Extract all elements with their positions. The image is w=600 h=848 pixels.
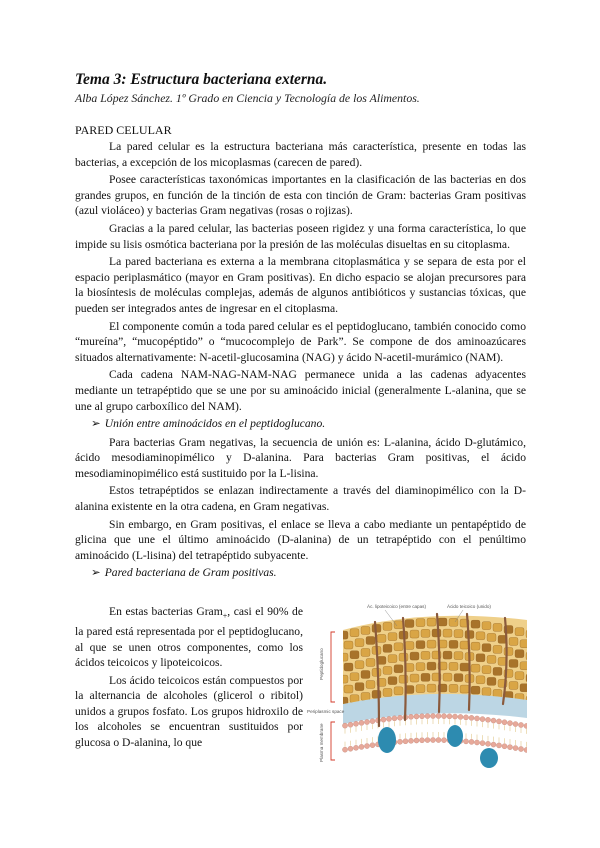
peptidoglycan-unit	[443, 651, 452, 659]
lipid-head	[485, 741, 490, 746]
peptidoglycan-unit	[344, 663, 353, 671]
peptidoglycan-unit	[394, 665, 403, 673]
peptidoglycan-unit	[405, 642, 414, 650]
paragraph: Cada cadena NAM-NAG-NAM-NAG permanece unida a las cadenas adyacentes mediante un tetrapéptido que se une por su aminoácido inicial (generalmente L-alanina, que se une al grupo carboxílico del NAM).	[75, 368, 526, 413]
peptidoglycan-unit	[344, 641, 353, 649]
peptidoglycan-unit	[410, 630, 419, 638]
lipid-head	[474, 716, 479, 721]
peptidoglycan-unit	[515, 672, 524, 680]
peptidoglycan-unit	[383, 666, 392, 674]
peptidoglycan-unit	[526, 674, 527, 682]
peptidoglycan-unit	[493, 623, 502, 631]
lipid-head	[370, 719, 375, 724]
lipid-head	[518, 722, 523, 727]
peptidoglycan-unit	[443, 673, 452, 681]
gram-positive-wall-figure	[305, 600, 527, 768]
peptidoglycan-unit	[493, 667, 502, 675]
peptidoglycan-unit	[471, 686, 480, 694]
paragraph-text: En estas bacterias Gram	[109, 605, 223, 618]
paragraph: Estos tetrapéptidos se enlazan indirectamente a través del diaminopimélico con la D-alanina existente en la otra cadena, en Gram negativas.	[75, 484, 526, 514]
peptidoglycan-unit	[487, 677, 496, 685]
peptidoglycan-unit	[520, 640, 527, 648]
lipid-head	[392, 716, 397, 721]
peptidoglycan-unit	[388, 633, 397, 641]
peptidoglycan-unit	[515, 628, 524, 636]
peptidoglycan-unit	[438, 618, 447, 626]
paragraph-subscript: +	[222, 611, 228, 621]
main-body	[75, 139, 526, 584]
paragraph: El componente común a toda pared celular es el peptidoglucano, también conocido como “mureína”, “mucopéptido” o “mucocomplejo de Park”. Se compone de dos aminoazúcares situados alternativamente: N-acetil-glucosamina (NAG) y ácido N-acetil-murámico (NAM).	[75, 319, 526, 364]
lipid-head	[419, 738, 424, 743]
wrapped-text-column	[75, 604, 303, 753]
lipid-head	[408, 738, 413, 743]
bullet-text: Unión entre aminoácidos en el peptidoglucano.	[104, 417, 326, 431]
peptidoglycan-unit	[339, 675, 348, 683]
plasma-membrane	[342, 713, 527, 752]
peptidoglycan-unit	[460, 685, 469, 693]
peptidoglycan-unit	[476, 676, 485, 684]
lipid-head	[507, 745, 512, 750]
membrane-protein	[447, 725, 463, 747]
lipid-head	[480, 741, 485, 746]
peptidoglycan-unit	[509, 659, 518, 667]
peptidoglycan-unit	[416, 663, 425, 671]
bracket-peptidoglycan	[331, 632, 335, 702]
lipid-head	[425, 737, 430, 742]
lipid-head	[408, 714, 413, 719]
peptidoglycan-unit	[487, 633, 496, 641]
peptidoglycan-unit	[449, 640, 458, 648]
peptidoglycan-unit	[339, 631, 348, 639]
lipid-head	[364, 719, 369, 724]
lipid-head	[474, 740, 479, 745]
peptidoglycan-unit	[361, 626, 370, 634]
page-subtitle: Alba López Sánchez. 1º Grado en Ciencia y Tecnología de los Alimentos.	[75, 91, 420, 105]
peptidoglycan-unit	[388, 655, 397, 663]
membrane-protein	[480, 748, 498, 768]
paragraph: Posee características taxonómicas importantes en la clasificación de las bacterias en dos grandes grupos, en función de la tinción de esta con tinción de Gram: bacterias Gram positivas (azul violáceo) y bacterias Gram negativas (rosas o rojizas).	[75, 173, 526, 218]
lipid-head	[469, 715, 474, 720]
lipid-head	[441, 738, 446, 743]
peptidoglycan-unit	[476, 654, 485, 662]
lipid-head	[480, 717, 485, 722]
lipid-head	[452, 714, 457, 719]
lipid-head	[502, 720, 507, 725]
lipid-head	[463, 739, 468, 744]
peptidoglycan-unit	[383, 644, 392, 652]
bullet-heading	[91, 565, 526, 581]
peptidoglycan-unit	[482, 644, 491, 652]
peptidoglycan-unit	[394, 621, 403, 629]
peptidoglycan-unit	[405, 620, 414, 628]
bullet-text: Pared bacteriana de Gram positivas.	[104, 566, 277, 580]
lipid-head	[491, 718, 496, 723]
lipid-head	[397, 715, 402, 720]
peptidoglycan-unit	[410, 652, 419, 660]
lipid-head	[513, 745, 518, 750]
lipid-head	[447, 714, 452, 719]
peptidoglycan-unit	[361, 692, 370, 700]
peptidoglycan-unit	[355, 683, 364, 691]
peptidoglycan-unit	[421, 629, 430, 637]
peptidoglycan-unit	[460, 663, 469, 671]
arrow-bullet-icon: ➢	[91, 566, 101, 580]
lipid-head	[491, 742, 496, 747]
peptidoglycan-unit	[427, 640, 436, 648]
peptidoglycan-unit	[366, 658, 375, 666]
peptidoglycan-unit	[344, 685, 353, 693]
peptidoglycan-unit	[366, 636, 375, 644]
peptidoglycan-unit	[372, 668, 381, 676]
peptidoglycan-unit	[355, 639, 364, 647]
peptidoglycan-unit	[339, 653, 348, 661]
peptidoglycan-unit	[383, 688, 392, 696]
lipid-head	[524, 747, 527, 752]
paragraph: Gracias a la pared celular, las bacterias poseen rigidez y una forma característica, lo que impide su lisis osmótica bacteriana por la presión de las moléculas disueltas en su citoplasma.	[75, 221, 526, 251]
lipid-head	[353, 721, 358, 726]
lipid-head	[386, 716, 391, 721]
paragraph: Para bacterias Gram negativas, la secuencia de unión es: L-alanina, ácido D-glutámico, ácido mesodiaminopimélico y D-alanina. Para bacterias Gram positivas, el ácido mesodiaminopimélico está sustituido por la L-lisina.	[75, 435, 526, 480]
peptidoglycan-layer	[335, 600, 527, 710]
paragraph	[75, 604, 303, 671]
peptidoglycan-unit	[526, 652, 527, 660]
peptidoglycan-unit	[482, 622, 491, 630]
peptidoglycan-unit	[520, 684, 527, 692]
lipid-head	[507, 721, 512, 726]
lipid-head	[441, 714, 446, 719]
peptidoglycan-unit	[515, 650, 524, 658]
arrow-bullet-icon: ➢	[91, 417, 101, 431]
peptidoglycan-unit	[454, 674, 463, 682]
label-periplasm: Periplasmic space	[307, 709, 345, 714]
peptidoglycan-unit	[443, 629, 452, 637]
lipid-head	[524, 723, 527, 728]
peptidoglycan-unit	[421, 673, 430, 681]
peptidoglycan-unit	[350, 629, 359, 637]
peptidoglycan-unit	[350, 651, 359, 659]
lipid-head	[496, 743, 501, 748]
lipid-head	[436, 713, 441, 718]
peptidoglycan-unit	[399, 653, 408, 661]
peptidoglycan-unit	[388, 677, 397, 685]
lipid-head	[342, 723, 347, 728]
lipid-head	[359, 744, 364, 749]
peptidoglycan-unit	[350, 673, 359, 681]
peptidoglycan-unit	[427, 684, 436, 692]
peptidoglycan-unit	[427, 618, 436, 626]
lipid-head	[496, 719, 501, 724]
lipid-head	[414, 714, 419, 719]
lipid-head	[414, 738, 419, 743]
section-heading: PARED CELULAR	[75, 123, 172, 137]
lipid-head	[430, 737, 435, 742]
peptidoglycan-unit	[471, 664, 480, 672]
lipid-head	[342, 747, 347, 752]
peptidoglycan-unit	[421, 651, 430, 659]
lipid-head	[348, 746, 353, 751]
lipid-head	[364, 743, 369, 748]
paragraph: La pared bacteriana es externa a la membrana citoplasmática y se separa de esta por el espacio periplasmático (mayor en Gram positivas). En dicho espacio se alojan precursores para la biosíntesis de moléculas complejas, además de algunos antibióticos y sustancias tóxicas, que pueden ser integrados antes de ingresar en el citoplasma.	[75, 255, 526, 315]
lipid-head	[425, 713, 430, 718]
peptidoglycan-unit	[504, 647, 513, 655]
peptidoglycan-unit	[487, 655, 496, 663]
lipid-head	[513, 721, 518, 726]
lipid-head	[403, 739, 408, 744]
peptidoglycan-unit	[361, 670, 370, 678]
lipid-head	[469, 739, 474, 744]
bracket-membrane	[331, 722, 335, 760]
label-teichoic: Ácido teicoico (unido)	[447, 604, 491, 609]
peptidoglycan-unit	[471, 620, 480, 628]
peptidoglycan-unit	[454, 630, 463, 638]
label-lipoteichoic: Ác. lipoteicoico (entre capas)	[367, 604, 426, 609]
bullet-heading	[91, 416, 526, 432]
peptidoglycan-unit	[449, 684, 458, 692]
peptidoglycan-unit	[471, 642, 480, 650]
peptidoglycan-unit	[416, 641, 425, 649]
peptidoglycan-unit	[416, 619, 425, 627]
peptidoglycan-unit	[432, 629, 441, 637]
peptidoglycan-unit	[476, 632, 485, 640]
lipid-head	[397, 739, 402, 744]
paragraph: La pared celular es la estructura bacteriana más característica, presente en todas las bacterias, a excepción de los micoplasmas (carecen de pared).	[75, 140, 526, 169]
lipid-head	[485, 717, 490, 722]
peptidoglycan-unit	[377, 634, 386, 642]
peptidoglycan-unit	[509, 681, 518, 689]
peptidoglycan-unit	[482, 688, 491, 696]
paragraph: Los ácido teicoicos están compuestos por la alternancia de alcoholes (glicerol o ribitol) unidos a grupos fosfato. Los grupos hidroxilo de los alcoholes se encuentran sustituidos por glucosa o D-alanina, lo que	[75, 673, 303, 750]
paragraph-text: , casi el 90% de la pared está representada por el peptidoglucano, al que se unen otros componentes, como los ácidos teicoicos y lipoteicoicos.	[75, 605, 303, 670]
peptidoglycan-unit	[361, 648, 370, 656]
peptidoglycan-unit	[383, 622, 392, 630]
page-title: Tema 3: Estructura bacteriana externa.	[75, 71, 328, 88]
peptidoglycan-unit	[394, 643, 403, 651]
lipid-head	[359, 720, 364, 725]
peptidoglycan-unit	[454, 652, 463, 660]
peptidoglycan-unit	[394, 687, 403, 695]
lipid-head	[502, 744, 507, 749]
paragraph: Sin embargo, en Gram positivas, el enlace se lleva a cabo mediante un pentapéptido de glicina que une el último aminoácido (D-alanina) de un tetrapéptido con el penúltimo aminoácido (L-lisina) del tetrapéptido subyacente.	[75, 517, 526, 562]
lipid-head	[430, 713, 435, 718]
peptidoglycan-unit	[449, 662, 458, 670]
lipid-head	[353, 745, 358, 750]
peptidoglycan-unit	[482, 666, 491, 674]
lipid-head	[419, 714, 424, 719]
lipid-head	[348, 722, 353, 727]
peptidoglycan-unit	[526, 630, 527, 638]
lipid-head	[458, 714, 463, 719]
peptidoglycan-unit	[509, 637, 518, 645]
label-peptidoglycan: Peptidoglucano	[319, 648, 324, 680]
lipid-head	[463, 715, 468, 720]
peptidoglycan-unit	[410, 674, 419, 682]
peptidoglycan-unit	[427, 662, 436, 670]
lipid-head	[370, 743, 375, 748]
peptidoglycan-unit	[355, 661, 364, 669]
peptidoglycan-unit	[366, 680, 375, 688]
peptidoglycan-unit	[520, 662, 527, 670]
lipid-head	[436, 737, 441, 742]
label-membrane: Plasma membrane	[319, 723, 324, 762]
peptidoglycan-unit	[493, 645, 502, 653]
peptidoglycan-unit	[460, 641, 469, 649]
peptidoglycan-unit	[416, 685, 425, 693]
membrane-protein	[378, 727, 396, 753]
lipid-head	[381, 717, 386, 722]
lipid-head	[518, 746, 523, 751]
